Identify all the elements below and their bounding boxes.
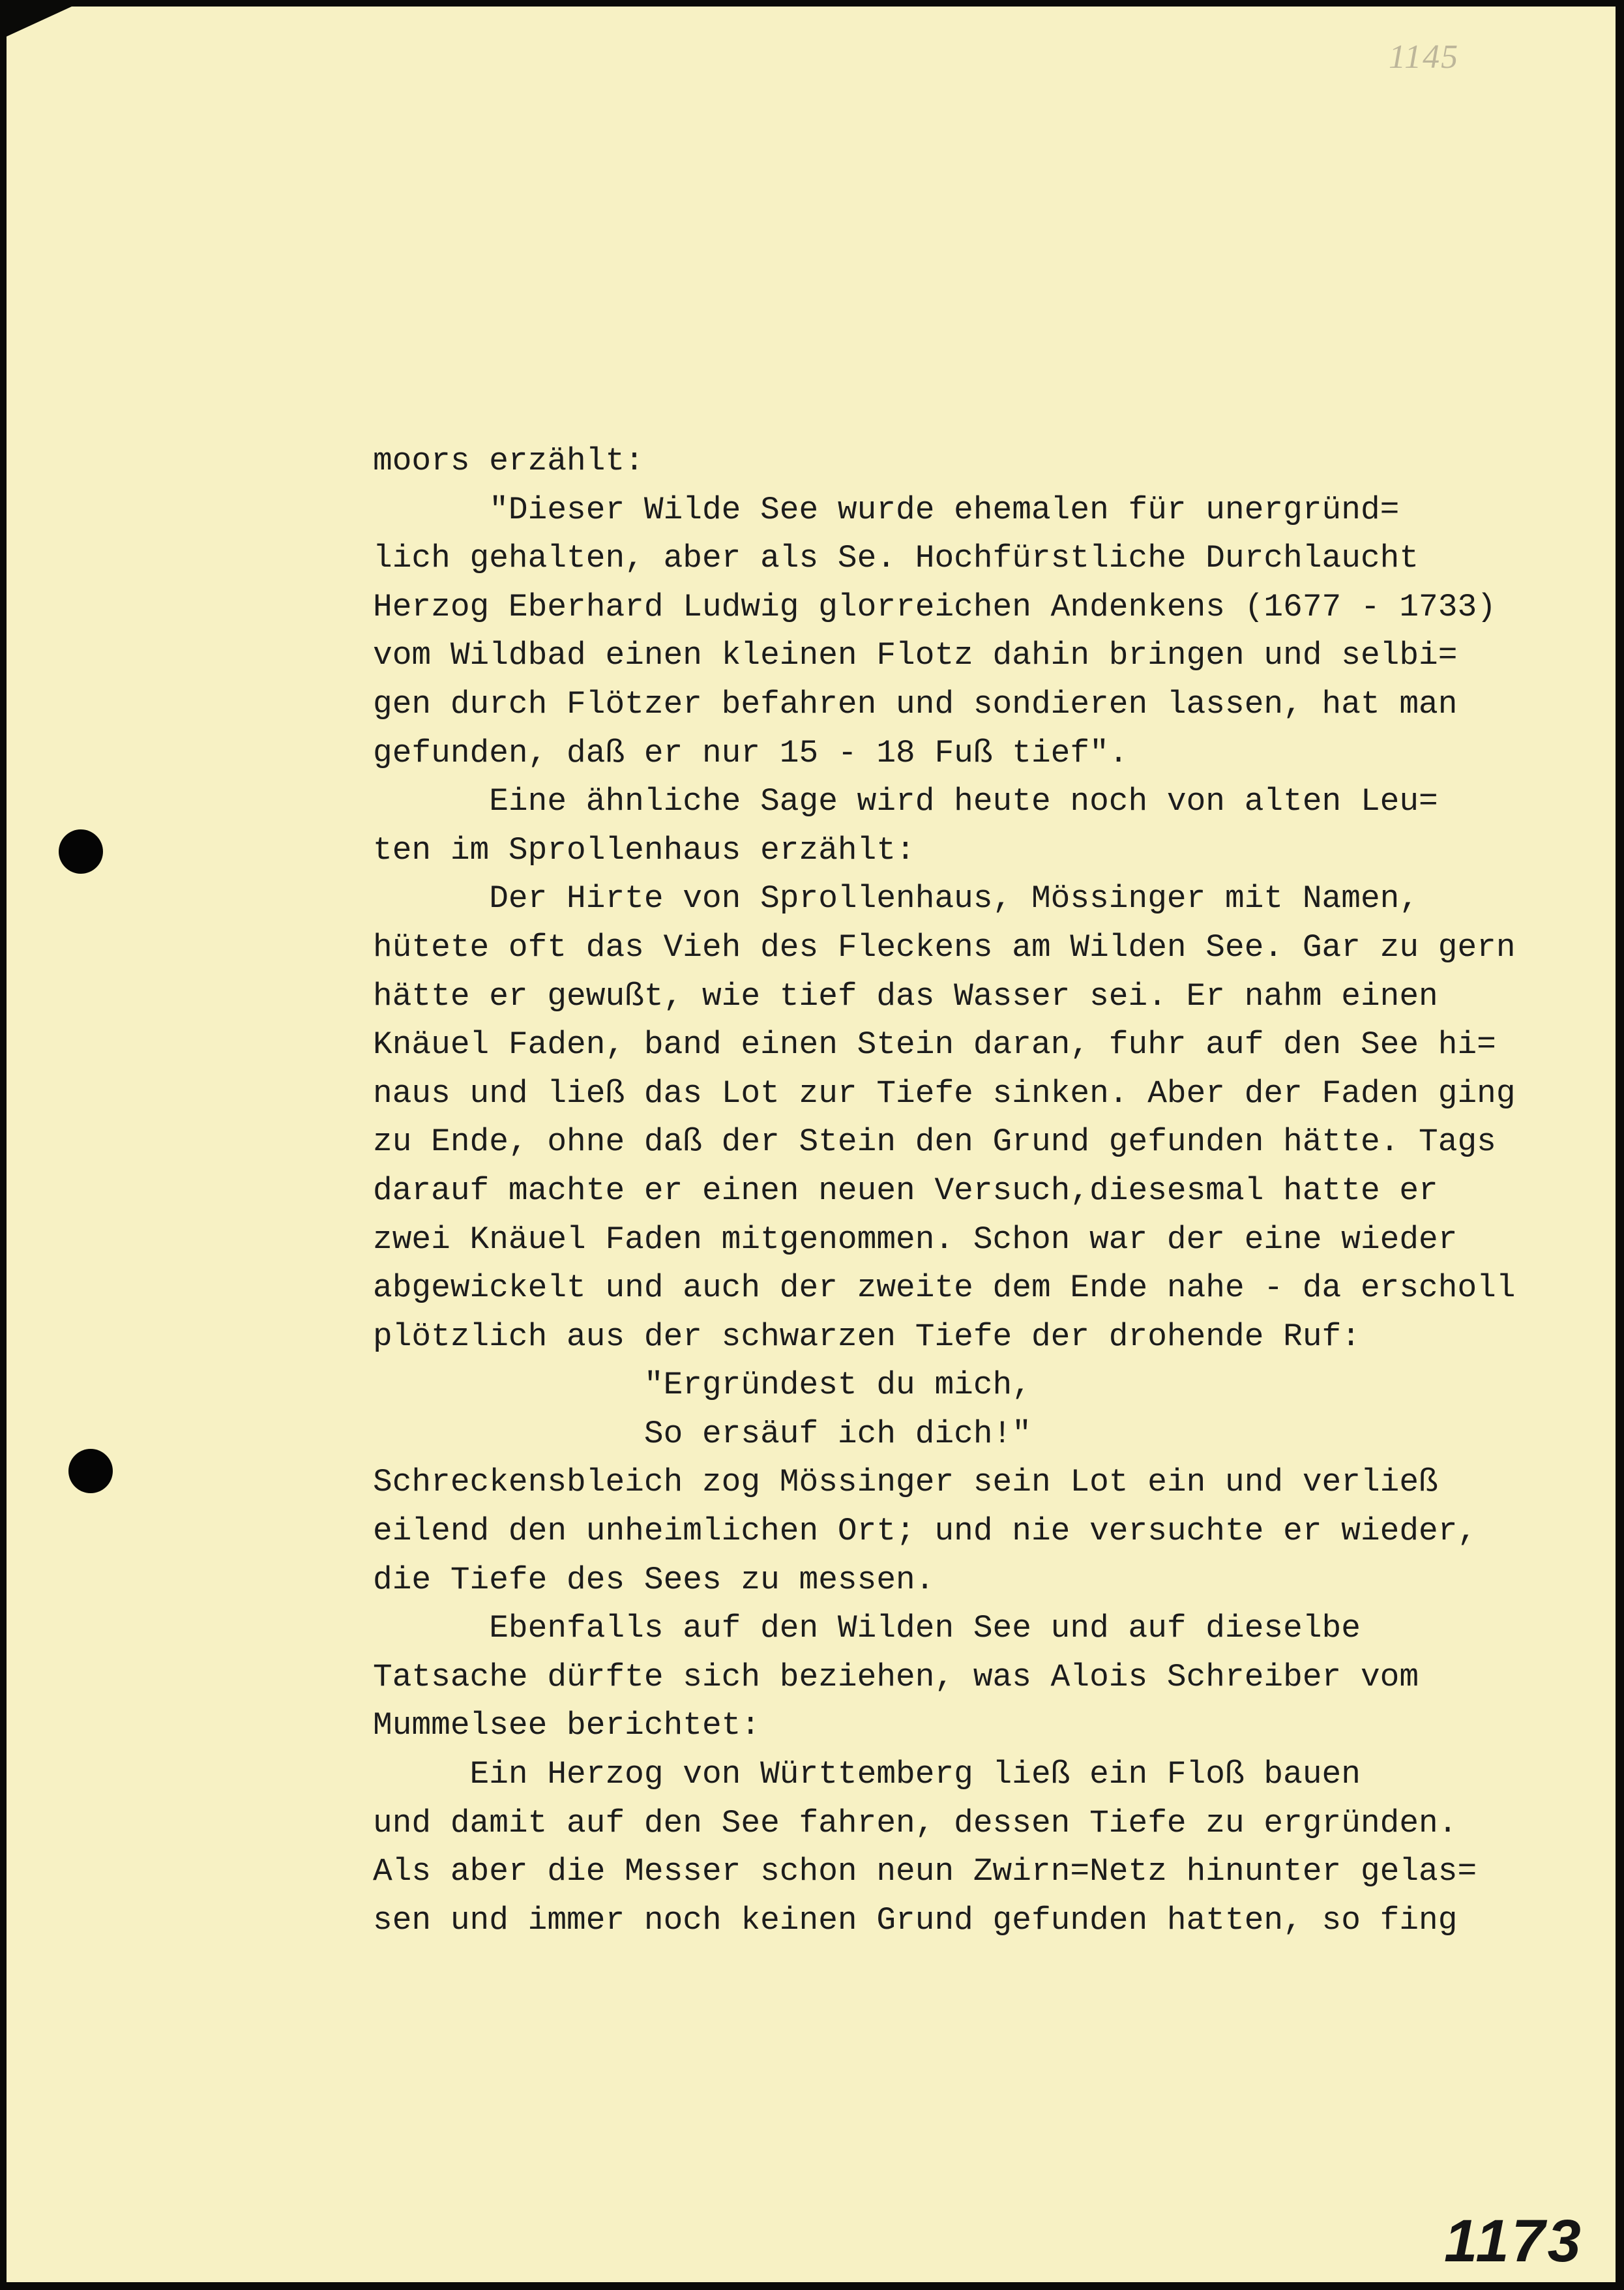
text-line: abgewickelt und auch der zweite dem Ende nahe - da erscholl	[373, 1270, 1516, 1307]
text-line: lich gehalten, aber als Se. Hochfürstliche Durchlaucht	[373, 540, 1419, 577]
text-line: vom Wildbad einen kleinen Flotz dahin bringen und selbi=	[373, 637, 1458, 674]
text-line: ten im Sprollenhaus erzählt:	[373, 831, 915, 869]
archive-page-number: 1145	[1389, 38, 1460, 76]
text-line: eilend den unheimlichen Ort; und nie versuchte er wieder,	[373, 1513, 1477, 1550]
text-line: Ebenfalls auf den Wilden See und auf dieselbe	[373, 1610, 1361, 1647]
handwritten-page-number: 1173	[1444, 2208, 1584, 2274]
text-line: Schreckensbleich zog Mössinger sein Lot ein und verließ	[373, 1464, 1438, 1501]
text-line: Mummelsee berichtet:	[373, 1707, 761, 1744]
text-line: Tatsache dürfte sich beziehen, was Alois Schreiber vom	[373, 1658, 1419, 1695]
text-line: Als aber die Messer schon neun Zwirn=Netz hinunter gelas=	[373, 1853, 1477, 1890]
typewritten-body-text	[373, 437, 1599, 1944]
text-line: Der Hirte von Sprollenhaus, Mössinger mit Namen,	[373, 880, 1419, 917]
text-line: und damit auf den See fahren, dessen Tiefe zu ergründen.	[373, 1804, 1458, 1841]
text-line: zwei Knäuel Faden mitgenommen. Schon war der eine wieder	[373, 1221, 1458, 1258]
text-line: gefunden, daß er nur 15 - 18 Fuß tief".	[373, 734, 1129, 771]
punch-hole	[59, 829, 103, 874]
text-line: Knäuel Faden, band einen Stein daran, fuhr auf den See hi=	[373, 1026, 1496, 1063]
text-line: moors erzählt:	[373, 443, 644, 479]
text-line: darauf machte er einen neuen Versuch,diesesmal hatte er	[373, 1172, 1438, 1209]
text-line: Ein Herzog von Württemberg ließ ein Floß bauen	[373, 1756, 1361, 1793]
text-line: sen und immer noch keinen Grund gefunden hatten, so fing	[373, 1901, 1458, 1939]
text-line: hätte er gewußt, wie tief das Wasser sei. Er nahm einen	[373, 977, 1438, 1015]
punch-hole	[68, 1449, 113, 1493]
text-line: "Ergründest du mich,	[373, 1367, 1031, 1404]
text-line: plötzlich aus der schwarzen Tiefe der drohende Ruf:	[373, 1318, 1361, 1355]
text-line: hütete oft das Vieh des Fleckens am Wilden See. Gar zu gern	[373, 929, 1516, 966]
text-line: Eine ähnliche Sage wird heute noch von alten Leu=	[373, 783, 1438, 820]
text-line: zu Ende, ohne daß der Stein den Grund gefunden hätte. Tags	[373, 1123, 1496, 1161]
text-line: "Dieser Wilde See wurde ehemalen für unergründ=	[373, 491, 1400, 528]
text-line: naus und ließ das Lot zur Tiefe sinken. Aber der Faden ging	[373, 1075, 1516, 1112]
document-page	[7, 7, 1616, 2282]
text-line: Herzog Eberhard Ludwig glorreichen Andenkens (1677 - 1733)	[373, 588, 1496, 625]
text-line: gen durch Flötzer befahren und sondieren lassen, hat man	[373, 685, 1458, 722]
text-line: So ersäuf ich dich!"	[373, 1415, 1031, 1452]
text-line: die Tiefe des Sees zu messen.	[373, 1561, 935, 1598]
folded-corner	[7, 7, 72, 37]
